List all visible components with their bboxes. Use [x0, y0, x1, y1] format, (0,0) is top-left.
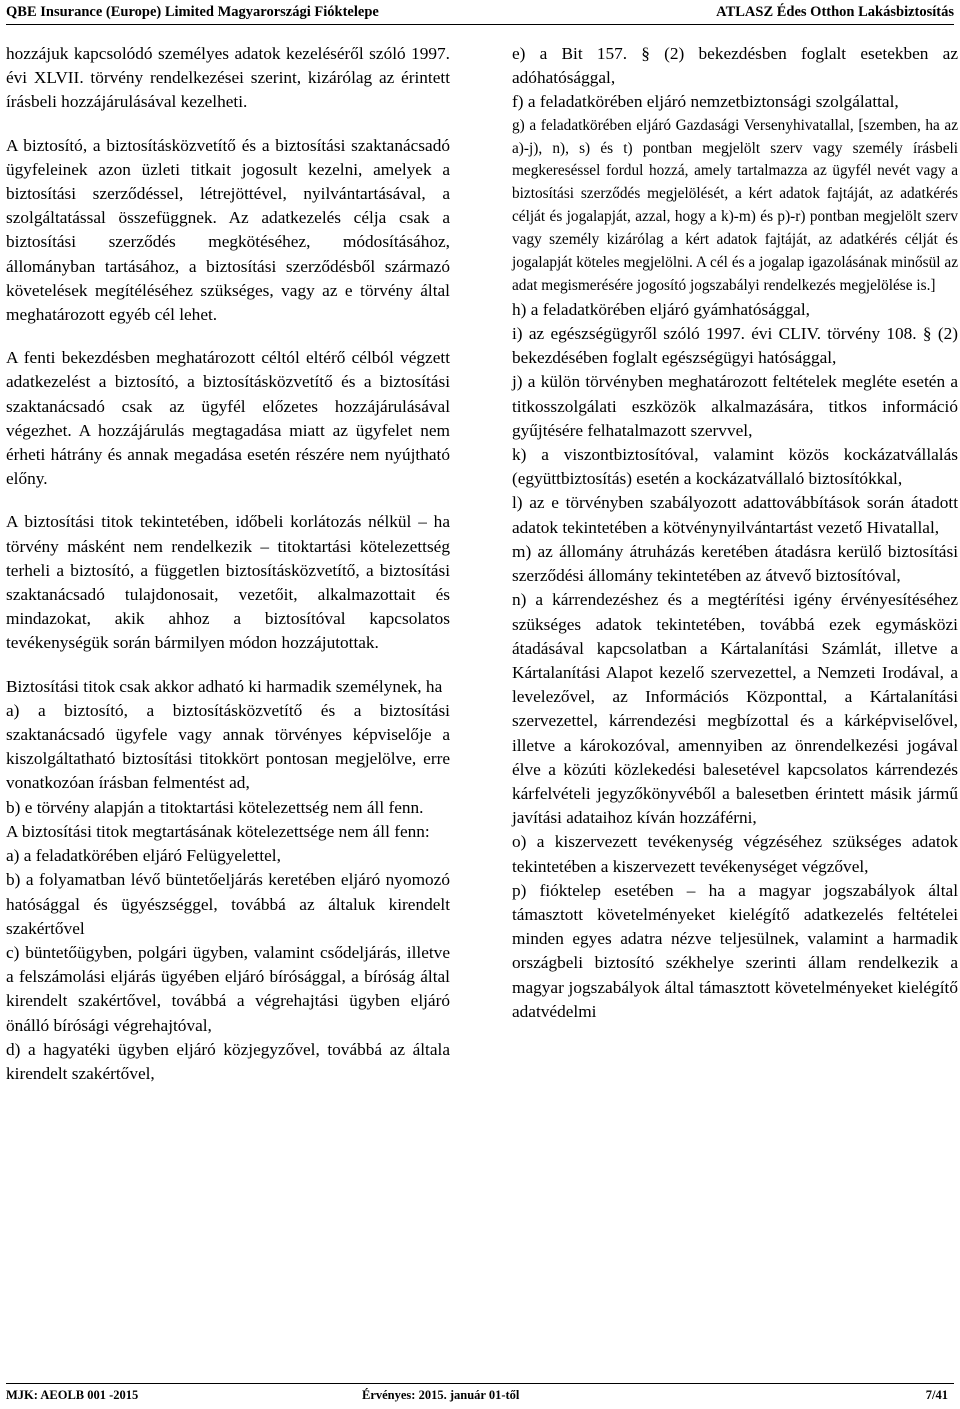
- paragraph: A biztosító, a biztosításközvetítő és a biztosítási szaktanácsadó ügyfeleinek azon üzleti titkait jogosult kezelni, amelyek a biztosítási szerződéssel, létrejöttével, nyilvántartásával, a szolgáltatással összefüggnek. Az adatkezelés célja csak a biztosítási szerződés megkötéséhez, módosításához, állományban tartásához, a biztosítási szerződésből származó követelések megítéléséhez szükséges, vagy az e törvény által meghatározott egyéb cél lehet.: [6, 135, 450, 325]
- list-item: e) a Bit 157. § (2) bekezdésben foglalt esetekben az adóhatósággal,: [512, 44, 958, 88]
- list-item: j) a külön törvényben meghatározott feltételek megléte esetén a titkosszolgálati eszközök alkalmazására, titkos információ gyűjtésére felhatalmazott szervvel,: [512, 372, 958, 440]
- paragraph: A fenti bekezdésben meghatározott céltól eltérő célból végzett adatkezelést a biztosító, a biztosításközvetítő és a biztosítási szaktanácsadó csak az ügyfél előzetes hozzájárulásával végezhet. A hozzájárulás megtagadása miatt az ügyfelet nem érheti hátrány és annak megadása esetén részére nem nyújtható előny.: [6, 348, 450, 489]
- list-item: c) büntetőügyben, polgári ügyben, valamint csődeljárás, illetve a felszámolási eljárás ügyében eljáró bírósággal, a bíróság által kirendelt szakértővel, továbbá a végrehajtási ügyben eljáró önálló bírósági végrehajtóval,: [6, 942, 450, 1035]
- page-number: 7/41: [925, 1388, 948, 1402]
- paragraph: hozzájuk kapcsolódó személyes adatok kezeléséről szóló 1997. évi XLVII. törvény rendelkezései szerint, kizárólag az érintett írásbeli hozzájárulásával kezelheti.: [6, 44, 450, 112]
- list-item: f) a feladatkörében eljáró nemzetbiztonsági szolgálattal,: [512, 92, 899, 112]
- paragraph: Biztosítási titok csak akkor adható ki harmadik személynek, ha: [6, 676, 443, 696]
- list-item: m) az állomány átruházás keretében átadásra kerülő biztosítási szerződési állomány tekintetében az átvevő biztosítóval,: [512, 541, 958, 586]
- list-item: o) a kiszervezett tevékenység végzéséhez szükséges adatok tekintetében a kiszervezett tevékenységet végzővel,: [512, 832, 958, 876]
- paragraph: A biztosítási titok megtartásának kötelezettsége nem áll fenn:: [6, 821, 430, 841]
- list-item: k) a viszontbiztosítóval, valamint közös kockázatvállalás (együttbiztosítás) esetén a kockázatvállaló biztosítókkal,: [512, 445, 958, 489]
- footer-document-code: MJK: AEOLB 001 -2015: [6, 1388, 139, 1402]
- header-company: QBE Insurance (Europe) Limited Magyarországi Fióktelepe: [6, 3, 379, 20]
- header-product: ATLASZ Édes Otthon Lakásbiztosítás: [716, 3, 954, 20]
- page-header: [6, 0, 954, 25]
- list-item: g) a feladatkörében eljáró Gazdasági Versenyhivatallal, [szemben, ha az a)-j), n), s) és t) pontban megjelölt szerv vagy személy írásbeli megkereséssel fordul hozzá, amely tartalmazza az ügyfél nevét vagy a biztosítási szerződés megjelölését, a kért adatok fajtáját, az adatkérés célját és jogalapját, azzal, hogy a k)-m) és p)-r) pontban megjelölt szerv vagy személy kizárólag a kért adatok fajtáját, az adatkérés célját és jogalapját köteles megjelölni. A cél és a jogalap igazolásának minősül az adat megismerésére jogosító jogszabályi rendelkezés megjelölése is.]: [512, 116, 958, 294]
- list-item: h) a feladatkörében eljáró gyámhatósággal,: [512, 299, 810, 319]
- list-item: a) a biztosító, a biztosításközvetítő és a biztosítási szaktanácsadó ügyfele vagy annak törvényes képviselője a kiszolgáltatható biztosítási titokkört pontosan megjelölve, erre vonatkozóan írásban felmentést ad,: [6, 700, 450, 793]
- list-item: b) a folyamatban lévő büntetőeljárás keretében eljáró nyomozó hatósággal és ügyészséggel, továbbá az általuk kirendelt szakértővel: [6, 870, 450, 938]
- list-item: n) a kárrendezéshez és a megtérítési igény érvényesítéséhez szükséges adatok tekintetében, továbbá ezek egymásközi átadásával kapcsolatban a Kártalanítási Számlát, illetve a Kártalanítási Alapot kezelő szervezettel, a Nemzeti Irodával, a levelezővel, az Információs Központtal, a Kártalanítási szervezettel, kárrendezési megbízottal és a kárképviselővel, illetve a károkozóval, amennyiben az önrendelkezési jogával élve a közúti közlekedési balesetével kapcsolatos kárrendezés kárfelvételi jegyzőkönyvéből a balesetben érintett másik jármű javítási adataihoz kíván hozzáférni,: [512, 590, 958, 828]
- footer-validity: Érvényes: 2015. január 01-től: [362, 1388, 520, 1402]
- left-column: [6, 42, 450, 1086]
- list-item: d) a hagyatéki ügyben eljáró közjegyzővel, továbbá az általa kirendelt szakértővel,: [6, 1039, 450, 1083]
- list-item: p) fióktelep esetében – ha a magyar jogszabályok által támasztott követelményeket kielégítő adatkezelés feltételei minden egyes adatra nézve teljesülnek, valamint a harmadik országbeli biztosító székhelye szerinti állam rendelkezik a magyar jogszabályok által támasztott követelményeket kielégítő adatvédelmi: [512, 880, 958, 1021]
- right-column: [512, 42, 958, 1024]
- paragraph: A biztosítási titok tekintetében, időbeli korlátozás nélkül – ha törvény másként nem rendelkezik – titoktartási kötelezettség terheli a biztosító, a független biztosításközvetítő, a biztosítási szaktanácsadó tulajdonosait, vezetőit, alkalmazottait és mindazokat, akik ahhoz a biztosítóval kapcsolatos tevékenységük során bármilyen módon hozzájutottak.: [6, 512, 450, 653]
- list-item: l) az e törvényben szabályozott adattovábbítások során átadott adatok tekintetében a kötvénynyilvántartást vezető Hivatallal,: [512, 493, 958, 537]
- list-item: a) a feladatkörében eljáró Felügyelettel,: [6, 846, 281, 866]
- page-footer: [6, 1383, 954, 1406]
- list-item: i) az egészségügyről szóló 1997. évi CLIV. törvény 108. § (2) bekezdésében foglalt egészségügyi hatósággal,: [512, 324, 958, 368]
- list-item: b) e törvény alapján a titoktartási kötelezettség nem áll fenn.: [6, 797, 424, 817]
